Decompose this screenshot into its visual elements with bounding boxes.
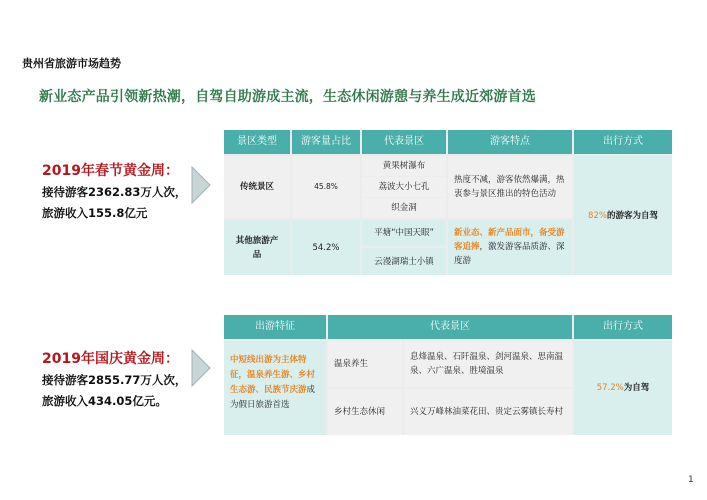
t2-travel-pct: 57.2% (596, 383, 624, 393)
t1-row1-feature: 热度不减，游客依然爆满，热衷参与景区推出的特色活动 (448, 156, 572, 218)
t2-header-feature: 出游特征 (224, 315, 326, 339)
t1-row2-feature (448, 220, 572, 275)
t1-header-travel: 出行方式 (574, 130, 672, 154)
arrow-right-icon (190, 348, 212, 388)
t2-row1-category: 温泉养生 (328, 341, 402, 387)
t1-travel-mode (574, 156, 672, 275)
spring-table (224, 130, 672, 275)
page-title: 贵州省旅游市场趋势 (22, 57, 121, 70)
national-summary (42, 348, 186, 412)
t2-feature-rest: 成为假日旅游首选 (230, 385, 316, 410)
national-title: 2019年国庆黄金周： (42, 351, 179, 367)
t2-travel-mode (574, 341, 672, 435)
t1-header-type: 景区类型 (224, 130, 290, 154)
t2-row2-category: 乡村生态休闲 (328, 389, 402, 435)
t1-row1-site1: 黄果树瀑布 (362, 156, 446, 176)
headline: 新业态产品引领新热潮，自驾自助游成主流，生态休闲游憩与养生成近郊游首选 (39, 89, 536, 105)
arrow-right-icon (190, 165, 212, 205)
t1-row2-share: 54.2% (292, 220, 360, 275)
t2-row1-sites: 息烽温泉、石阡温泉、剑河温泉、思南温泉、六广温泉、胜境温泉 (404, 341, 572, 387)
t2-feature-highlight: 中短线出游为主体特征，温泉养生游、乡村生态游、民族节庆游 (230, 355, 316, 395)
spring-visitors: 接待游客2362.83万人次， (42, 185, 187, 199)
t2-feature (224, 341, 326, 435)
t1-row1-share: 45.8% (292, 156, 360, 218)
national-revenue: 旅游收入434.05亿元。 (42, 394, 167, 408)
t1-header-sites: 代表景区 (362, 130, 446, 154)
spring-summary (42, 160, 186, 224)
page-number: 1 (688, 475, 694, 485)
national-visitors: 接待游客2855.77万人次， (42, 373, 187, 387)
t1-row2-feature-rest: ，激发游客品质游、深度游 (454, 242, 565, 266)
t2-header-travel: 出行方式 (574, 315, 672, 339)
t1-row2-site1: 平塘“中国天眼” (362, 220, 446, 246)
t2-row2-sites: 兴义万峰林油菜花田、贵定云雾镇长寿村 (404, 389, 572, 435)
t1-row2-feature-highlight: 新业态、新产品面市，备受游客追捧 (454, 228, 565, 252)
t1-travel-rest: 的游客为自驾 (606, 210, 658, 221)
t1-header-feature: 游客特点 (448, 130, 572, 154)
t1-header-share: 游客量占比 (292, 130, 360, 154)
spring-revenue: 旅游收入155.8亿元 (42, 206, 148, 220)
national-table (224, 315, 672, 435)
t1-row1-site2: 荔波大小七孔 (362, 177, 446, 197)
t1-row1-type: 传统景区 (224, 156, 290, 218)
spring-title: 2019年春节黄金周： (42, 163, 179, 179)
t2-travel-rest: 为自驾 (623, 383, 650, 393)
t1-travel-pct: 82% (588, 210, 607, 221)
t1-row2-type: 其他旅游产品 (224, 220, 290, 275)
t1-row2-site2: 云漫湖瑞士小镇 (362, 248, 446, 275)
t1-row1-site3: 织金洞 (362, 198, 446, 218)
t2-header-sites: 代表景区 (328, 315, 572, 339)
